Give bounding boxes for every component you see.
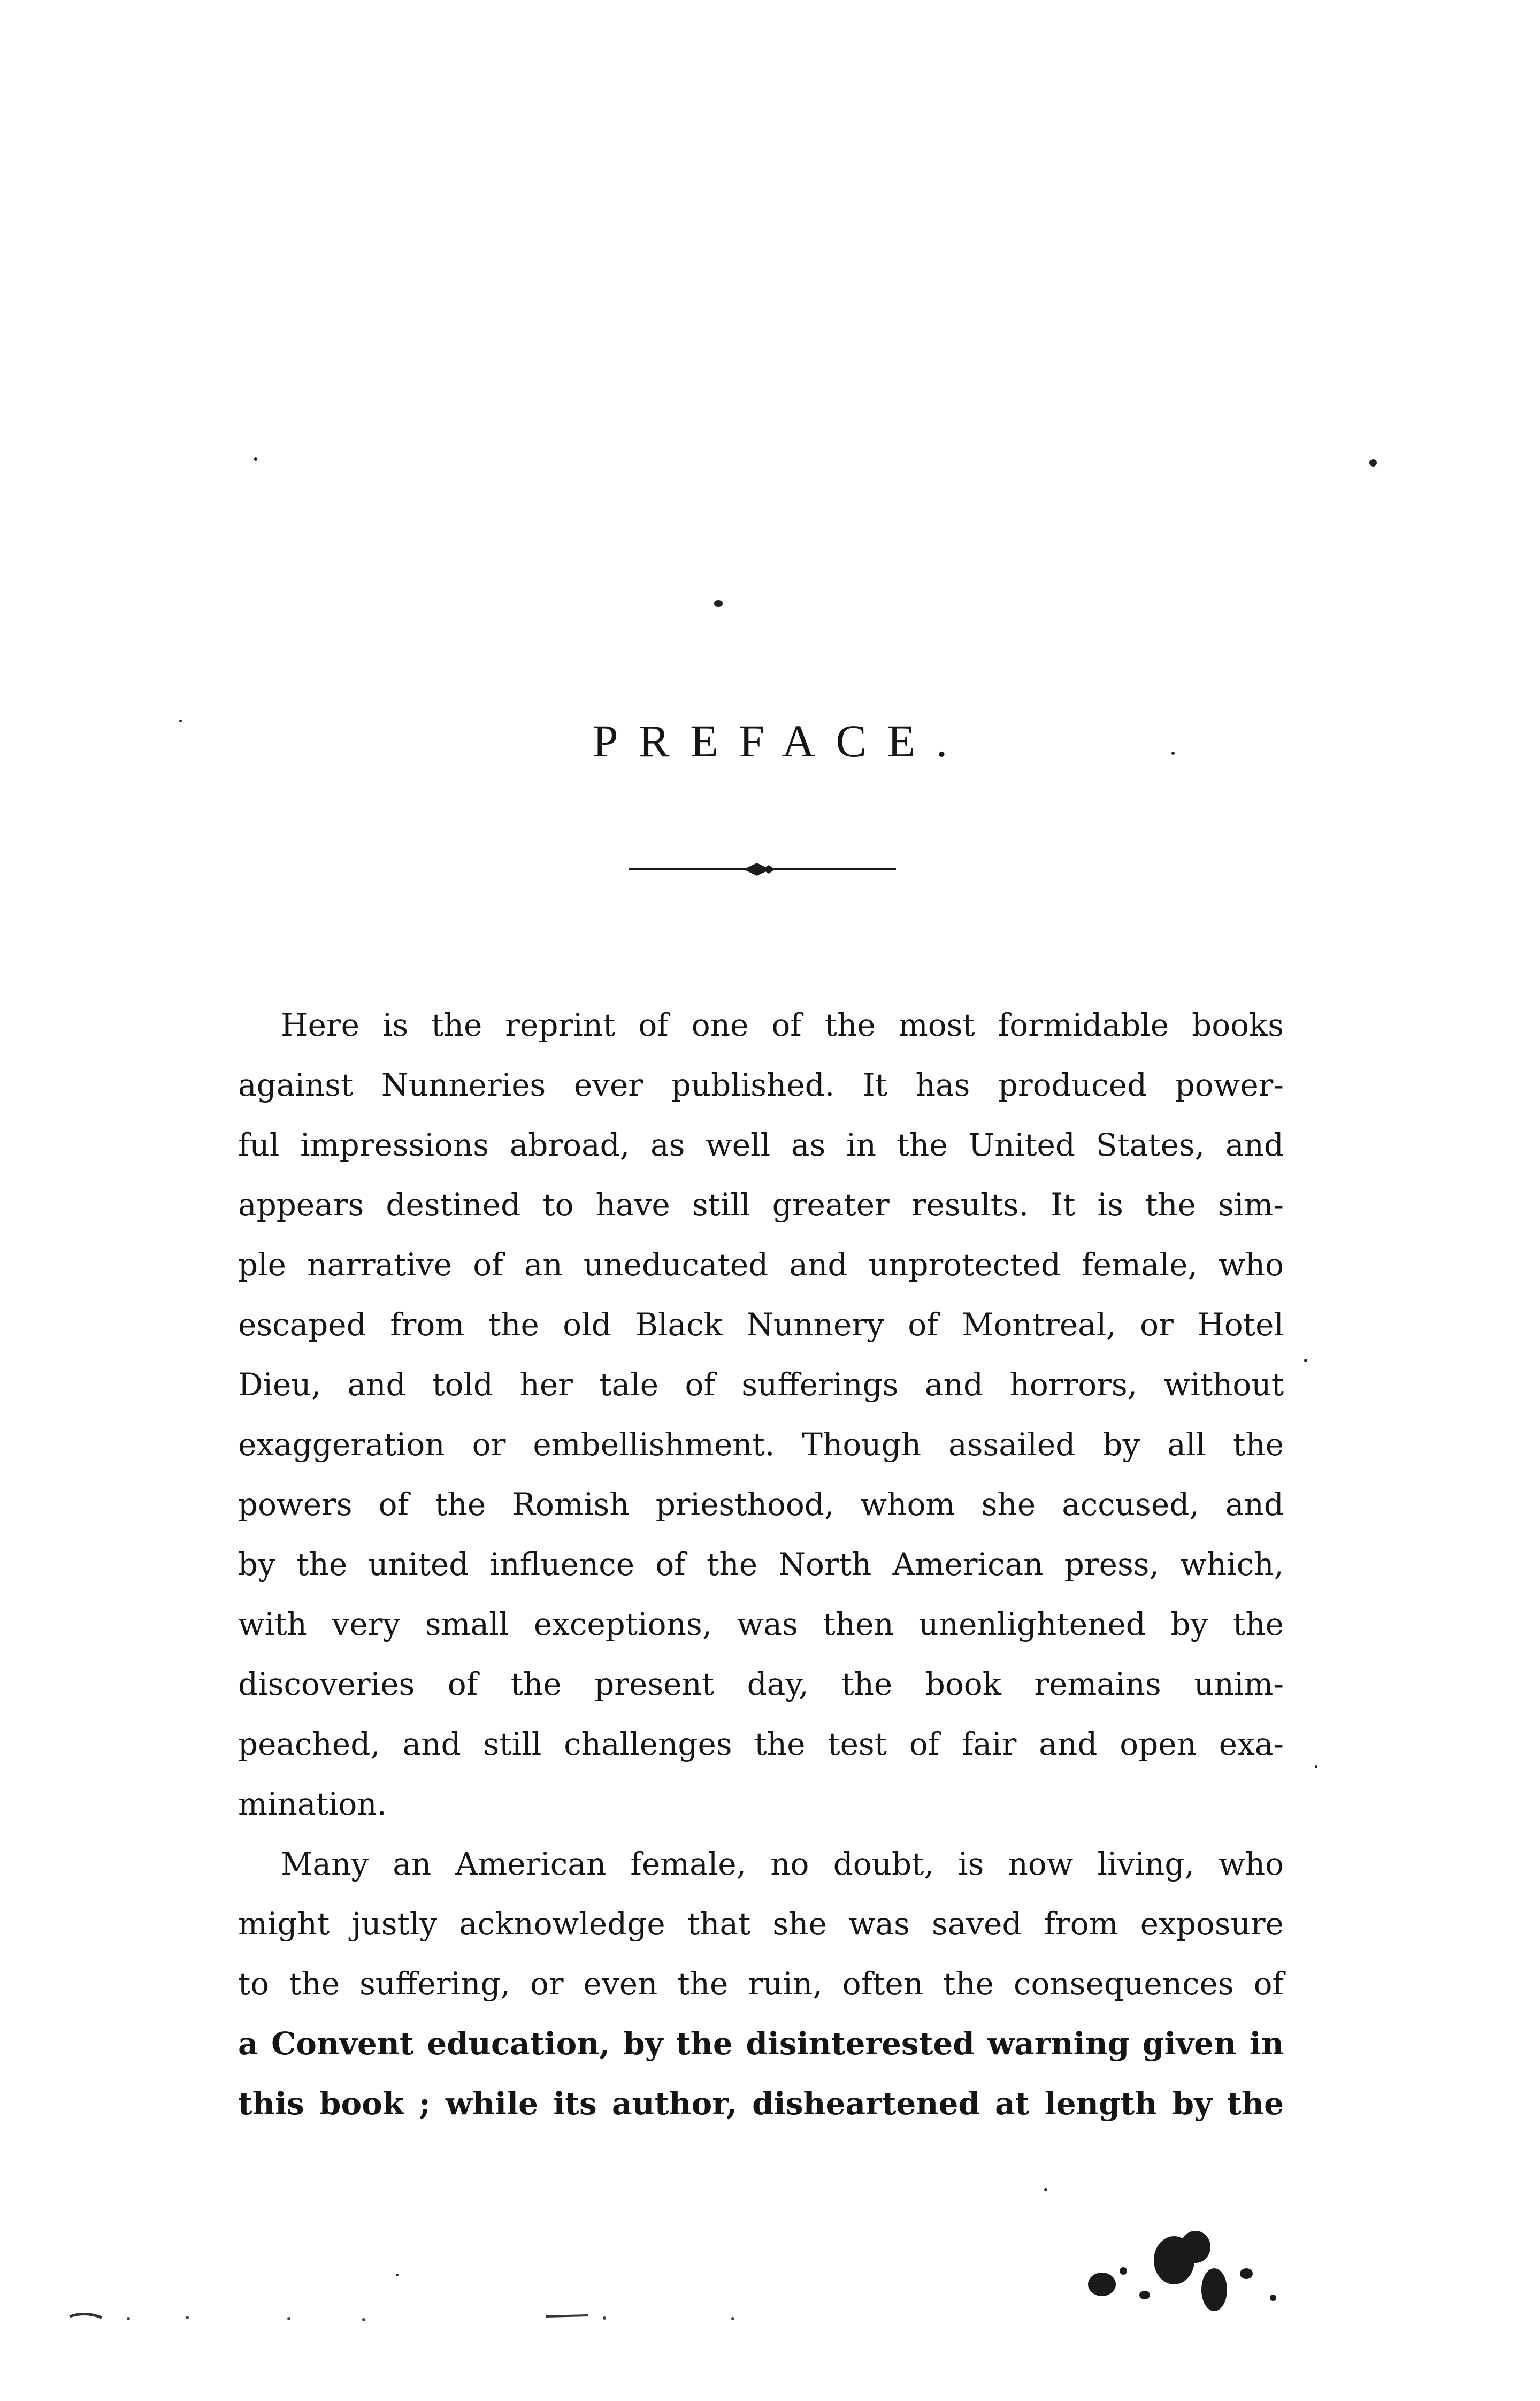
text-line: ple narrative of an uneducated and unprotected female, who (238, 1247, 1284, 1283)
text-line: appears destined to have still greater results. It is the sim- (238, 1187, 1284, 1223)
ornamental-rule (629, 859, 896, 880)
text-line: mination. (238, 1786, 387, 1822)
text-line: to the suffering, or even the ruin, often the consequences of (238, 1966, 1284, 2002)
text-line: against Nunneries ever published. It has produced power- (238, 1067, 1284, 1103)
text-line: by the united influence of the North American press, which, (238, 1546, 1284, 1582)
text-line: exaggeration or embellishment. Though assailed by all the (238, 1426, 1284, 1463)
preface-body (238, 995, 1284, 2134)
print-speck (1369, 459, 1377, 467)
text-line: Here is the reprint of one of the most formidable books (281, 1007, 1284, 1043)
text-line: escaped from the old Black Nunnery of Montreal, or Hotel (238, 1306, 1284, 1343)
print-speck (1315, 1765, 1317, 1768)
text-line: powers of the Romish priesthood, whom she accused, and (238, 1486, 1284, 1523)
ink-blot (1070, 2209, 1316, 2333)
print-speck (1171, 752, 1175, 755)
text-line: might justly acknowledge that she was saved from exposure (238, 1906, 1284, 1942)
print-speck (254, 457, 257, 461)
print-speck (1044, 2188, 1047, 2191)
print-speck (714, 600, 723, 607)
text-line: ful impressions abroad, as well as in the United States, and (238, 1127, 1284, 1163)
print-speck (1304, 1359, 1307, 1362)
text-line: Dieu, and told her tale of sufferings and horrors, without (238, 1366, 1284, 1403)
print-speck (396, 2274, 399, 2276)
text-line: discoveries of the present day, the book remains unim- (238, 1666, 1284, 1702)
text-line: with very small exceptions, was then unenlightened by the (238, 1606, 1284, 1642)
text-line: Many an American female, no doubt, is now living, who (281, 1846, 1284, 1882)
bottom-smudges (64, 2300, 867, 2333)
page-title: PREFACE. (592, 715, 968, 767)
text-line: a Convent education, by the disinterested warning given in (238, 2025, 1284, 2062)
print-speck (179, 720, 182, 722)
text-line: this book ; while its author, disheartened at length by the (238, 2085, 1284, 2122)
text-line: peached, and still challenges the test of fair and open exa- (238, 1726, 1284, 1762)
